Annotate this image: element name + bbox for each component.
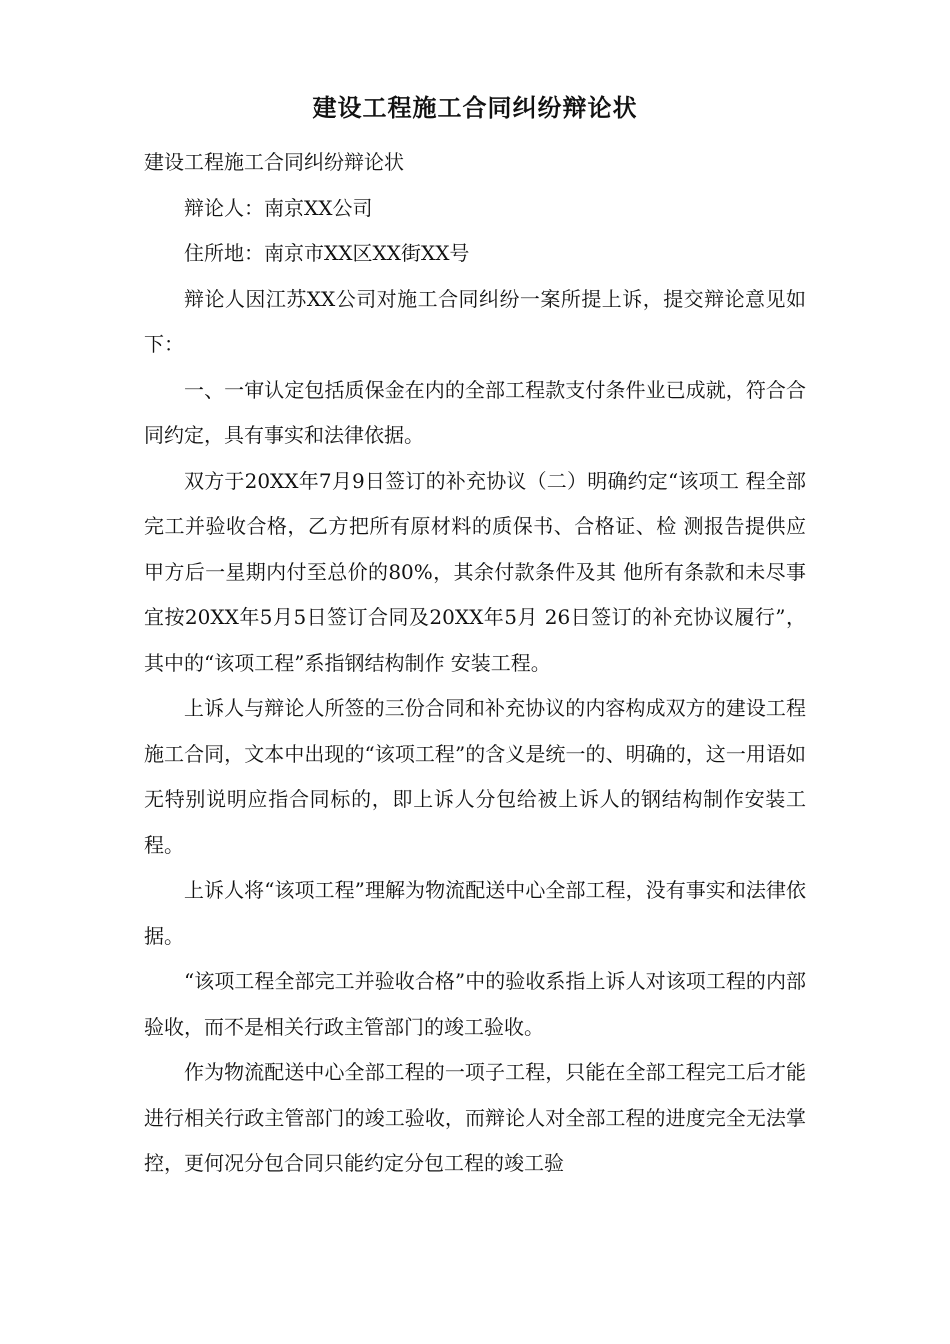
document-body xyxy=(144,140,806,1187)
paragraph-sub-project: 作为物流配送中心全部工程的一项子工程，只能在全部工程完工后才能进行相关行政主管部门的竣工验收，而辩论人对全部工程的进度完全无法掌控，更何况分包合同只能约定分包工程的竣工验 xyxy=(144,1060,806,1175)
paragraph-debater: 辩论人：南京XX公司 xyxy=(184,195,373,220)
paragraph-contract-meaning: 上诉人与辩论人所签的三份合同和补充协议的内容构成双方的建设工程施工合同，文本中出现的“该项工程”的含义是统一的、明确的，这一用语如无特别说明应指合同标的，即上诉人分包给被上诉人的钢结构制作安装工程。 xyxy=(144,696,806,857)
paragraph-appellant-claim: 上诉人将“该项工程”理解为物流配送中心全部工程，没有事实和法律依据。 xyxy=(144,878,806,948)
paragraph-intro: 辩论人因江苏XX公司对施工合同纠纷一案所提上诉，提交辩论意见如下： xyxy=(144,286,806,356)
paragraph-supplement-agreement: 双方于20XX年7月9日签订的补充协议（二）明确约定“该项工 程全部完工并验收合格，乙方把所有原材料的质保书、合格证、检 测报告提供应甲方后一星期内付至总价的80%，其余付款条件及其 他所有条款和未尽事宜按20XX年5月5日签订合同及20XX年5月 26日签订的补充协议履行”，其中的“该项工程”系指钢结构制作 安装工程。 xyxy=(144,468,806,675)
document-title: 建设工程施工合同纠纷辩论状 xyxy=(312,93,638,122)
paragraph-heading: 建设工程施工合同纠纷辩论状 xyxy=(144,150,404,174)
paragraph-acceptance: “该项工程全部完工并验收合格”中的验收系指上诉人对该项工程的内部验收，而不是相关行政主管部门的竣工验收。 xyxy=(144,969,806,1039)
paragraph-point-one: 一、一审认定包括质保金在内的全部工程款支付条件业已成就，符合合同约定，具有事实和法律依据。 xyxy=(144,377,806,447)
paragraph-address: 住所地：南京市XX区XX街XX号 xyxy=(184,241,470,265)
